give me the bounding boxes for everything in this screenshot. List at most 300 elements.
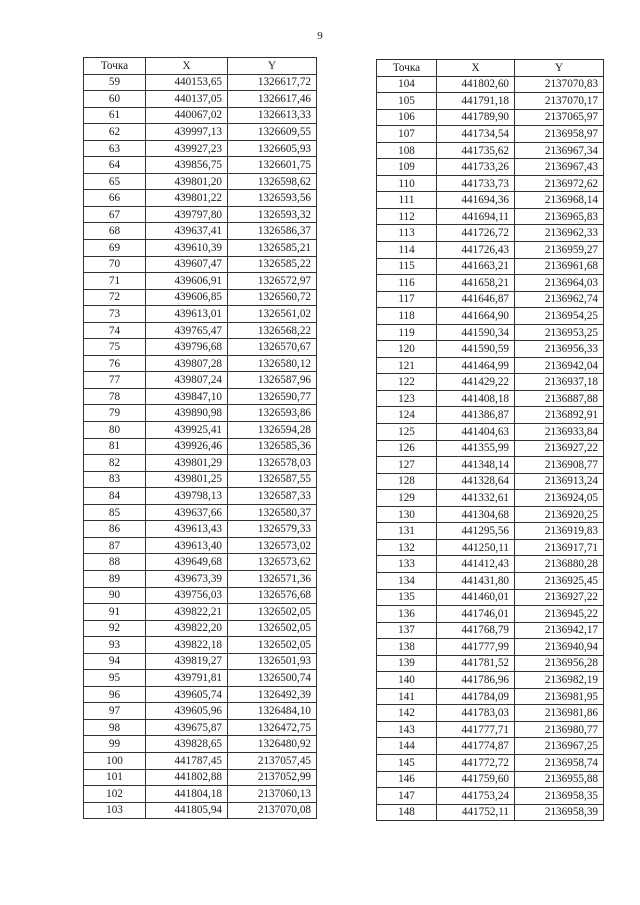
cell-x: 439822,18 — [146, 637, 228, 654]
cell-x: 439605,96 — [146, 703, 228, 720]
cell-point: 145 — [377, 754, 437, 771]
table-row — [84, 306, 317, 323]
header-point: Точка — [84, 58, 146, 75]
cell-x: 441777,71 — [437, 721, 515, 738]
table-row — [377, 705, 604, 722]
table-row — [84, 190, 317, 207]
table-row — [84, 322, 317, 339]
table-row — [377, 76, 604, 93]
cell-y: 2136920,25 — [515, 506, 604, 523]
cell-point: 140 — [377, 672, 437, 689]
cell-x: 439613,40 — [146, 537, 228, 554]
cell-point: 144 — [377, 738, 437, 755]
cell-y: 1326571,36 — [228, 570, 317, 587]
cell-x: 441590,34 — [437, 324, 515, 341]
cell-y: 2136908,77 — [515, 457, 604, 474]
cell-y: 2136937,18 — [515, 374, 604, 391]
table-row — [84, 438, 317, 455]
cell-x: 441304,68 — [437, 506, 515, 523]
cell-y: 1326502,05 — [228, 604, 317, 621]
table-row — [377, 208, 604, 225]
cell-y: 2137060,13 — [228, 786, 317, 803]
cell-y: 1326613,33 — [228, 107, 317, 124]
cell-y: 1326585,22 — [228, 256, 317, 273]
table-row — [377, 407, 604, 424]
table-row — [84, 653, 317, 670]
cell-y: 1326560,72 — [228, 289, 317, 306]
cell-x: 439822,20 — [146, 620, 228, 637]
table-row — [377, 506, 604, 523]
cell-y: 2136942,17 — [515, 622, 604, 639]
cell-y: 2136887,88 — [515, 390, 604, 407]
header-x: X — [437, 60, 515, 77]
cell-point: 108 — [377, 142, 437, 159]
table-row — [84, 620, 317, 637]
table-row — [84, 488, 317, 505]
cell-point: 101 — [84, 769, 146, 786]
cell-x: 439613,01 — [146, 306, 228, 323]
cell-y: 1326587,33 — [228, 488, 317, 505]
cell-y: 1326572,97 — [228, 273, 317, 290]
cell-y: 2137070,08 — [228, 802, 317, 819]
cell-point: 80 — [84, 422, 146, 439]
cell-x: 441777,99 — [437, 639, 515, 656]
cell-point: 97 — [84, 703, 146, 720]
table-row — [84, 455, 317, 472]
cell-x: 441804,18 — [146, 786, 228, 803]
header-y: Y — [228, 58, 317, 75]
cell-point: 116 — [377, 275, 437, 292]
cell-x: 439890,98 — [146, 405, 228, 422]
table-row — [84, 273, 317, 290]
table-row — [84, 339, 317, 356]
cell-point: 102 — [84, 786, 146, 803]
table-row — [377, 93, 604, 110]
cell-y: 1326480,92 — [228, 736, 317, 753]
cell-point: 113 — [377, 225, 437, 242]
cell-point: 128 — [377, 473, 437, 490]
cell-y: 2136953,25 — [515, 324, 604, 341]
cell-y: 1326587,96 — [228, 372, 317, 389]
cell-y: 2136958,74 — [515, 754, 604, 771]
cell-point: 77 — [84, 372, 146, 389]
table-row — [377, 341, 604, 358]
cell-point: 65 — [84, 173, 146, 190]
table-row — [84, 554, 317, 571]
cell-x: 441355,99 — [437, 440, 515, 457]
cell-y: 1326598,62 — [228, 173, 317, 190]
cell-point: 109 — [377, 159, 437, 176]
cell-point: 89 — [84, 570, 146, 587]
cell-x: 439801,29 — [146, 455, 228, 472]
page-number: 9 — [317, 30, 323, 42]
cell-y: 2137070,17 — [515, 93, 604, 110]
table-row — [84, 372, 317, 389]
cell-y: 1326617,46 — [228, 91, 317, 108]
table-row — [377, 457, 604, 474]
table-row — [84, 521, 317, 538]
cell-x: 439801,20 — [146, 173, 228, 190]
cell-x: 439675,87 — [146, 719, 228, 736]
cell-x: 441802,60 — [437, 76, 515, 93]
cell-x: 441404,63 — [437, 424, 515, 441]
cell-x: 439927,23 — [146, 140, 228, 157]
table-row — [377, 523, 604, 540]
cell-y: 1326573,02 — [228, 537, 317, 554]
cell-x: 441735,62 — [437, 142, 515, 159]
cell-x: 441412,43 — [437, 556, 515, 573]
cell-point: 92 — [84, 620, 146, 637]
cell-y: 2136940,94 — [515, 639, 604, 656]
cell-x: 441460,01 — [437, 589, 515, 606]
cell-x: 441787,45 — [146, 752, 228, 769]
table-row — [84, 802, 317, 819]
cell-x: 439605,74 — [146, 686, 228, 703]
cell-x: 439798,13 — [146, 488, 228, 505]
cell-x: 439828,65 — [146, 736, 228, 753]
cell-point: 133 — [377, 556, 437, 573]
table-row — [84, 703, 317, 720]
table-row — [377, 390, 604, 407]
cell-x: 439997,13 — [146, 124, 228, 141]
table-row — [84, 355, 317, 372]
cell-y: 2136927,22 — [515, 589, 604, 606]
cell-y: 2136892,91 — [515, 407, 604, 424]
cell-point: 104 — [377, 76, 437, 93]
cell-y: 2136958,35 — [515, 788, 604, 805]
cell-y: 1326593,32 — [228, 206, 317, 223]
cell-point: 79 — [84, 405, 146, 422]
cell-y: 1326561,02 — [228, 306, 317, 323]
cell-x: 441805,94 — [146, 802, 228, 819]
table-row — [377, 589, 604, 606]
cell-point: 119 — [377, 324, 437, 341]
cell-y: 1326617,72 — [228, 74, 317, 91]
table-row — [84, 74, 317, 91]
cell-y: 1326593,56 — [228, 190, 317, 207]
cell-point: 114 — [377, 242, 437, 259]
cell-x: 441753,24 — [437, 788, 515, 805]
cell-point: 125 — [377, 424, 437, 441]
cell-x: 440153,65 — [146, 74, 228, 91]
cell-x: 441694,36 — [437, 192, 515, 209]
table-row — [377, 159, 604, 176]
cell-x: 441791,18 — [437, 93, 515, 110]
table-row — [377, 804, 604, 821]
cell-y: 2136956,28 — [515, 655, 604, 672]
table-row — [377, 357, 604, 374]
cell-y: 1326580,37 — [228, 504, 317, 521]
table-row — [84, 206, 317, 223]
header-x: X — [146, 58, 228, 75]
cell-point: 81 — [84, 438, 146, 455]
cell-x: 439791,81 — [146, 670, 228, 687]
cell-point: 74 — [84, 322, 146, 339]
table-row — [84, 736, 317, 753]
table-row — [84, 537, 317, 554]
cell-y: 2136972,62 — [515, 175, 604, 192]
cell-x: 439822,21 — [146, 604, 228, 621]
cell-point: 118 — [377, 308, 437, 325]
cell-x: 441590,59 — [437, 341, 515, 358]
cell-x: 441464,99 — [437, 357, 515, 374]
header-y: Y — [515, 60, 604, 77]
cell-point: 139 — [377, 655, 437, 672]
cell-x: 441295,56 — [437, 523, 515, 540]
table-row — [84, 587, 317, 604]
cell-x: 439606,85 — [146, 289, 228, 306]
cell-point: 93 — [84, 637, 146, 654]
table-row — [377, 308, 604, 325]
table-row — [377, 539, 604, 556]
cell-point: 126 — [377, 440, 437, 457]
cell-point: 95 — [84, 670, 146, 687]
cell-x: 439807,28 — [146, 355, 228, 372]
cell-x: 441768,79 — [437, 622, 515, 639]
cell-y: 2136965,83 — [515, 208, 604, 225]
table-row — [377, 622, 604, 639]
table-row — [377, 639, 604, 656]
cell-point: 72 — [84, 289, 146, 306]
cell-point: 87 — [84, 537, 146, 554]
cell-x: 439807,24 — [146, 372, 228, 389]
cell-point: 112 — [377, 208, 437, 225]
table-row — [377, 374, 604, 391]
table-row — [84, 405, 317, 422]
table-row — [84, 173, 317, 190]
cell-x: 441784,09 — [437, 688, 515, 705]
cell-point: 96 — [84, 686, 146, 703]
table-row — [377, 672, 604, 689]
cell-point: 88 — [84, 554, 146, 571]
cell-y: 2136962,74 — [515, 291, 604, 308]
cell-x: 441733,26 — [437, 159, 515, 176]
table-row — [377, 324, 604, 341]
table-row — [84, 240, 317, 257]
table-row — [84, 719, 317, 736]
table-row — [377, 754, 604, 771]
cell-x: 441726,43 — [437, 242, 515, 259]
cell-x: 441789,90 — [437, 109, 515, 126]
table-row — [84, 769, 317, 786]
cell-y: 1326501,93 — [228, 653, 317, 670]
cell-point: 107 — [377, 126, 437, 143]
cell-x: 439926,46 — [146, 438, 228, 455]
table-row — [377, 688, 604, 705]
cell-y: 1326573,62 — [228, 554, 317, 571]
cell-point: 99 — [84, 736, 146, 753]
cell-y: 2136981,86 — [515, 705, 604, 722]
cell-point: 64 — [84, 157, 146, 174]
cell-point: 78 — [84, 388, 146, 405]
cell-y: 2136981,95 — [515, 688, 604, 705]
cell-y: 2136880,28 — [515, 556, 604, 573]
cell-point: 85 — [84, 504, 146, 521]
cell-y: 2136924,05 — [515, 490, 604, 507]
cell-point: 73 — [84, 306, 146, 323]
cell-point: 134 — [377, 572, 437, 589]
cell-point: 76 — [84, 355, 146, 372]
cell-point: 68 — [84, 223, 146, 240]
cell-point: 123 — [377, 390, 437, 407]
cell-x: 439756,03 — [146, 587, 228, 604]
cell-x: 441429,22 — [437, 374, 515, 391]
cell-x: 441408,18 — [437, 390, 515, 407]
cell-x: 441664,90 — [437, 308, 515, 325]
table-header-row — [84, 58, 317, 75]
table-row — [84, 604, 317, 621]
cell-point: 86 — [84, 521, 146, 538]
cell-x: 441774,87 — [437, 738, 515, 755]
cell-point: 146 — [377, 771, 437, 788]
cell-x: 441332,61 — [437, 490, 515, 507]
cell-point: 127 — [377, 457, 437, 474]
cell-x: 441733,73 — [437, 175, 515, 192]
cell-x: 439819,27 — [146, 653, 228, 670]
table-row — [84, 471, 317, 488]
cell-y: 2136956,33 — [515, 341, 604, 358]
coordinates-table-right — [376, 59, 604, 821]
cell-x: 440067,02 — [146, 107, 228, 124]
table-row — [84, 422, 317, 439]
cell-point: 120 — [377, 341, 437, 358]
cell-x: 441328,64 — [437, 473, 515, 490]
table-row — [84, 504, 317, 521]
table-row — [84, 637, 317, 654]
table-row — [377, 225, 604, 242]
table-row — [84, 91, 317, 108]
cell-y: 1326593,86 — [228, 405, 317, 422]
cell-y: 1326605,93 — [228, 140, 317, 157]
cell-x: 441752,11 — [437, 804, 515, 821]
cell-y: 2136967,25 — [515, 738, 604, 755]
cell-point: 124 — [377, 407, 437, 424]
cell-y: 2136913,24 — [515, 473, 604, 490]
cell-y: 1326585,36 — [228, 438, 317, 455]
cell-point: 67 — [84, 206, 146, 223]
cell-x: 441734,54 — [437, 126, 515, 143]
table-row — [377, 490, 604, 507]
cell-point: 137 — [377, 622, 437, 639]
cell-y: 1326590,77 — [228, 388, 317, 405]
table-row — [377, 655, 604, 672]
cell-y: 2137070,83 — [515, 76, 604, 93]
table-row — [377, 606, 604, 623]
cell-x: 439673,39 — [146, 570, 228, 587]
cell-y: 2136967,43 — [515, 159, 604, 176]
cell-x: 439607,47 — [146, 256, 228, 273]
cell-point: 115 — [377, 258, 437, 275]
cell-y: 2136959,27 — [515, 242, 604, 259]
cell-point: 100 — [84, 752, 146, 769]
cell-y: 2136933,84 — [515, 424, 604, 441]
cell-point: 103 — [84, 802, 146, 819]
cell-x: 439801,25 — [146, 471, 228, 488]
cell-y: 2136958,39 — [515, 804, 604, 821]
cell-point: 60 — [84, 91, 146, 108]
cell-y: 2136955,88 — [515, 771, 604, 788]
table-row — [377, 192, 604, 209]
cell-x: 441746,01 — [437, 606, 515, 623]
cell-x: 439801,22 — [146, 190, 228, 207]
cell-point: 69 — [84, 240, 146, 257]
cell-y: 2136980,77 — [515, 721, 604, 738]
cell-point: 138 — [377, 639, 437, 656]
cell-point: 82 — [84, 455, 146, 472]
cell-point: 132 — [377, 539, 437, 556]
table-row — [84, 140, 317, 157]
cell-y: 2137065,97 — [515, 109, 604, 126]
table-row — [84, 570, 317, 587]
cell-point: 98 — [84, 719, 146, 736]
table-row — [377, 556, 604, 573]
table-row — [377, 424, 604, 441]
cell-y: 1326570,67 — [228, 339, 317, 356]
table-row — [84, 670, 317, 687]
cell-point: 90 — [84, 587, 146, 604]
table-row — [377, 126, 604, 143]
cell-point: 94 — [84, 653, 146, 670]
cell-point: 142 — [377, 705, 437, 722]
table-row — [377, 473, 604, 490]
cell-y: 2136925,45 — [515, 572, 604, 589]
cell-point: 75 — [84, 339, 146, 356]
cell-point: 62 — [84, 124, 146, 141]
table-row — [377, 771, 604, 788]
table-row — [377, 258, 604, 275]
cell-y: 2136967,34 — [515, 142, 604, 159]
table-row — [84, 157, 317, 174]
cell-x: 441431,80 — [437, 572, 515, 589]
cell-y: 2137052,99 — [228, 769, 317, 786]
cell-x: 441250,11 — [437, 539, 515, 556]
cell-point: 83 — [84, 471, 146, 488]
cell-y: 2136968,14 — [515, 192, 604, 209]
cell-x: 441726,72 — [437, 225, 515, 242]
cell-point: 130 — [377, 506, 437, 523]
cell-x: 439765,47 — [146, 322, 228, 339]
cell-x: 439637,41 — [146, 223, 228, 240]
cell-x: 439649,68 — [146, 554, 228, 571]
table-row — [377, 572, 604, 589]
cell-point: 61 — [84, 107, 146, 124]
cell-y: 1326585,21 — [228, 240, 317, 257]
table-row — [84, 289, 317, 306]
cell-point: 148 — [377, 804, 437, 821]
coordinates-table-left — [83, 57, 317, 819]
cell-y: 2136945,22 — [515, 606, 604, 623]
cell-x: 441786,96 — [437, 672, 515, 689]
cell-point: 141 — [377, 688, 437, 705]
table-row — [377, 721, 604, 738]
cell-point: 147 — [377, 788, 437, 805]
table-row — [84, 686, 317, 703]
cell-y: 1326587,55 — [228, 471, 317, 488]
cell-y: 1326594,28 — [228, 422, 317, 439]
cell-y: 2136964,03 — [515, 275, 604, 292]
table-header-row — [377, 60, 604, 77]
cell-x: 441759,60 — [437, 771, 515, 788]
cell-y: 2136961,68 — [515, 258, 604, 275]
cell-y: 1326580,12 — [228, 355, 317, 372]
cell-x: 441658,21 — [437, 275, 515, 292]
cell-x: 439610,39 — [146, 240, 228, 257]
cell-y: 2137057,45 — [228, 752, 317, 769]
cell-y: 1326568,22 — [228, 322, 317, 339]
table-row — [84, 786, 317, 803]
cell-point: 136 — [377, 606, 437, 623]
cell-y: 1326502,05 — [228, 620, 317, 637]
